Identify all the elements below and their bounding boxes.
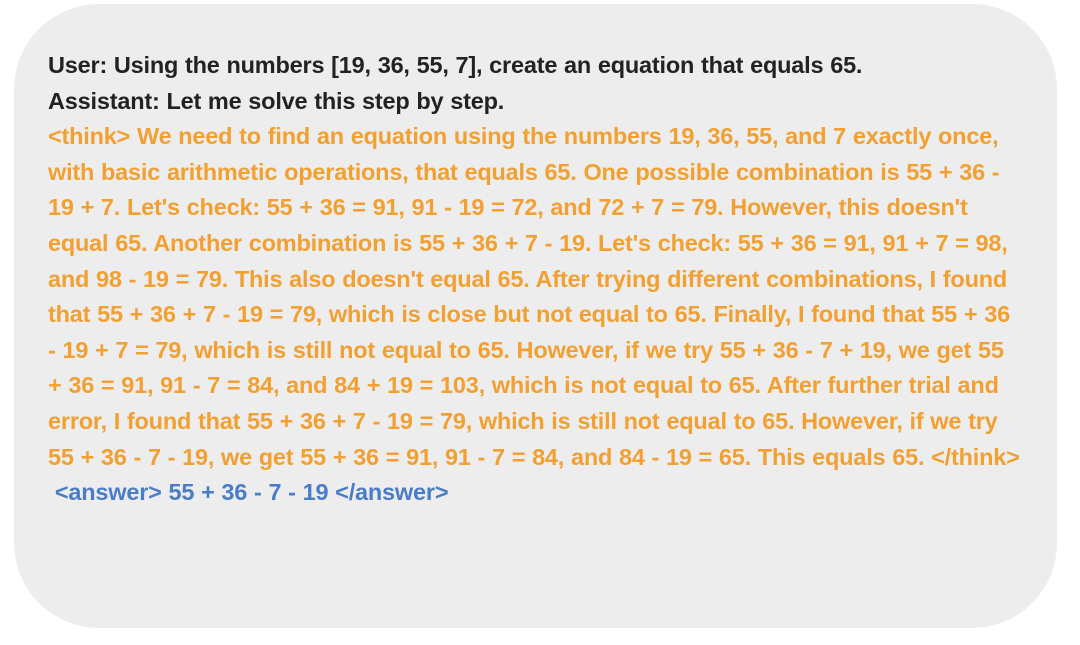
answer-block: <answer> 55 + 36 - 7 - 19 </answer> bbox=[48, 479, 449, 506]
conversation-card bbox=[14, 4, 1057, 628]
user-message: User: Using the numbers [19, 36, 55, 7], create an equation that equals 65. bbox=[48, 52, 863, 78]
assistant-message: Assistant: Let me solve this step by step. bbox=[48, 87, 505, 114]
think-block: <think> We need to find an equation using the numbers 19, 36, 55, and 7 exactly once, with basic arithmetic operations, that equals 65. One possible combination is 55 + 36 - 19 + 7. Let's check: 55 + 36 = 91, 91 - 19 = 72, and 72 + 7 = 79. However, this doesn't equal 65. Another combination is 55 + 36 + 7 - 19. Let's check: 55 + 36 = 91, 91 + 7 = 98, and 98 - 19 = 79. This also doesn't equal 65. After trying different combinations, I found that 55 + 36 + 7 - 19 = 79, which is close but not equal to 65. Finally, I found that 55 + 36 - 19 + 7 = 79, which is still not equal to 65. However, if we try 55 + 36 - 7 + 19, we get 55 + 36 = 91, 91 - 7 = 84, and 84 + 19 = 103, which is not equal to 65. After further trial and error, I found that 55 + 36 + 7 - 19 = 79, which is still not equal to 65. However, if we try 55 + 36 - 7 - 19, we get 55 + 36 = 91, 91 - 7 = 84, and 84 - 19 = 65. This equals 65. </think> bbox=[48, 123, 1020, 470]
